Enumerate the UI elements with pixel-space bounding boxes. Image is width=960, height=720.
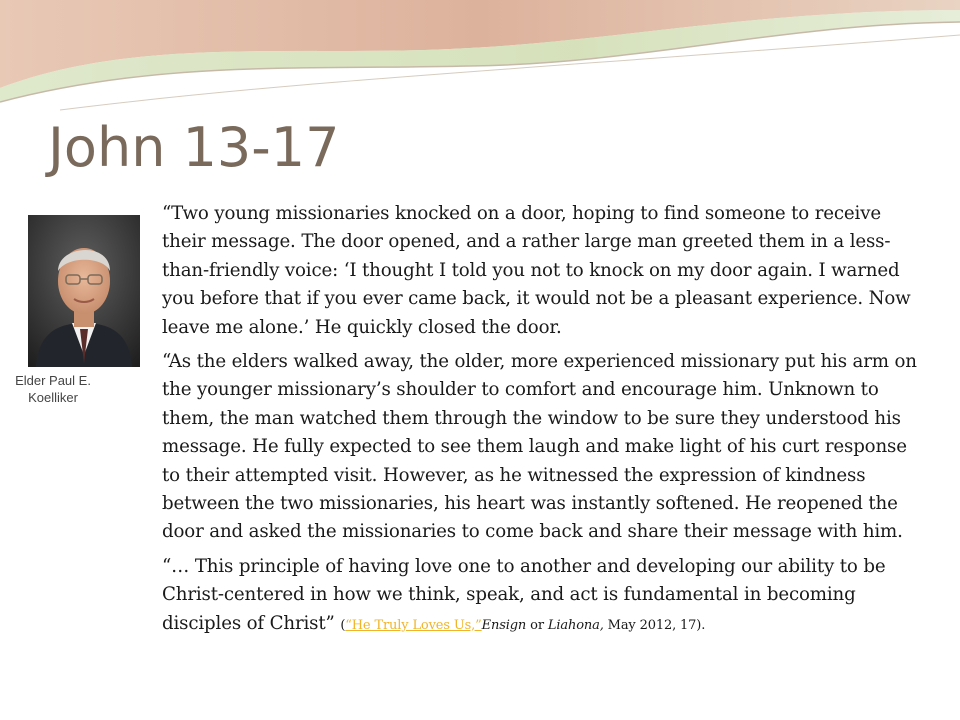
citation-publication-2: Liahona, — [547, 617, 604, 633]
portrait-photo — [28, 215, 140, 367]
header-swoosh-decoration — [0, 0, 960, 130]
citation — [340, 618, 705, 633]
quote-paragraph-3 — [162, 553, 927, 640]
citation-or: or — [526, 617, 548, 633]
citation-link[interactable]: “He Truly Loves Us,” — [345, 617, 482, 633]
quote-paragraph-3-text: “… This principle of having love one to another and developing our ability to be Christ-centered in how we think, speak, and act is fundamental in becoming disciples of Christ” — [162, 555, 886, 634]
citation-open: ( — [340, 617, 346, 633]
portrait-caption: Elder Paul E. Koelliker — [15, 373, 91, 405]
quote-paragraph-1: “Two young missionaries knocked on a door, hoping to find someone to receive their message. The door opened, and a rather large man greeted them in a less-than-friendly voice: ‘I thought I told you not to knock on my door again. I warned you before that if you ever came back, it would not be a pleasant experience. Now leave me alone.’ He quickly closed the door. — [162, 203, 911, 338]
quote-paragraph-2: “As the elders walked away, the older, more experienced missionary put his arm on the younger missionary’s shoulder to comfort and encourage him. Unknown to them, the man watched them through the window to be sure they understood his message. He fully expected to see them laugh and make light of his curt response to their attempted visit. However, as he witnessed the expression of kindness between the two missionaries, his heart was instantly softened. He reopened the door and asked the missionaries to come back and share their message with him. — [162, 351, 917, 543]
slide-title: John 13-17 — [48, 116, 340, 179]
citation-publication: Ensign — [481, 617, 527, 633]
citation-date: May 2012, 17). — [603, 617, 706, 633]
quote-body — [162, 200, 927, 646]
